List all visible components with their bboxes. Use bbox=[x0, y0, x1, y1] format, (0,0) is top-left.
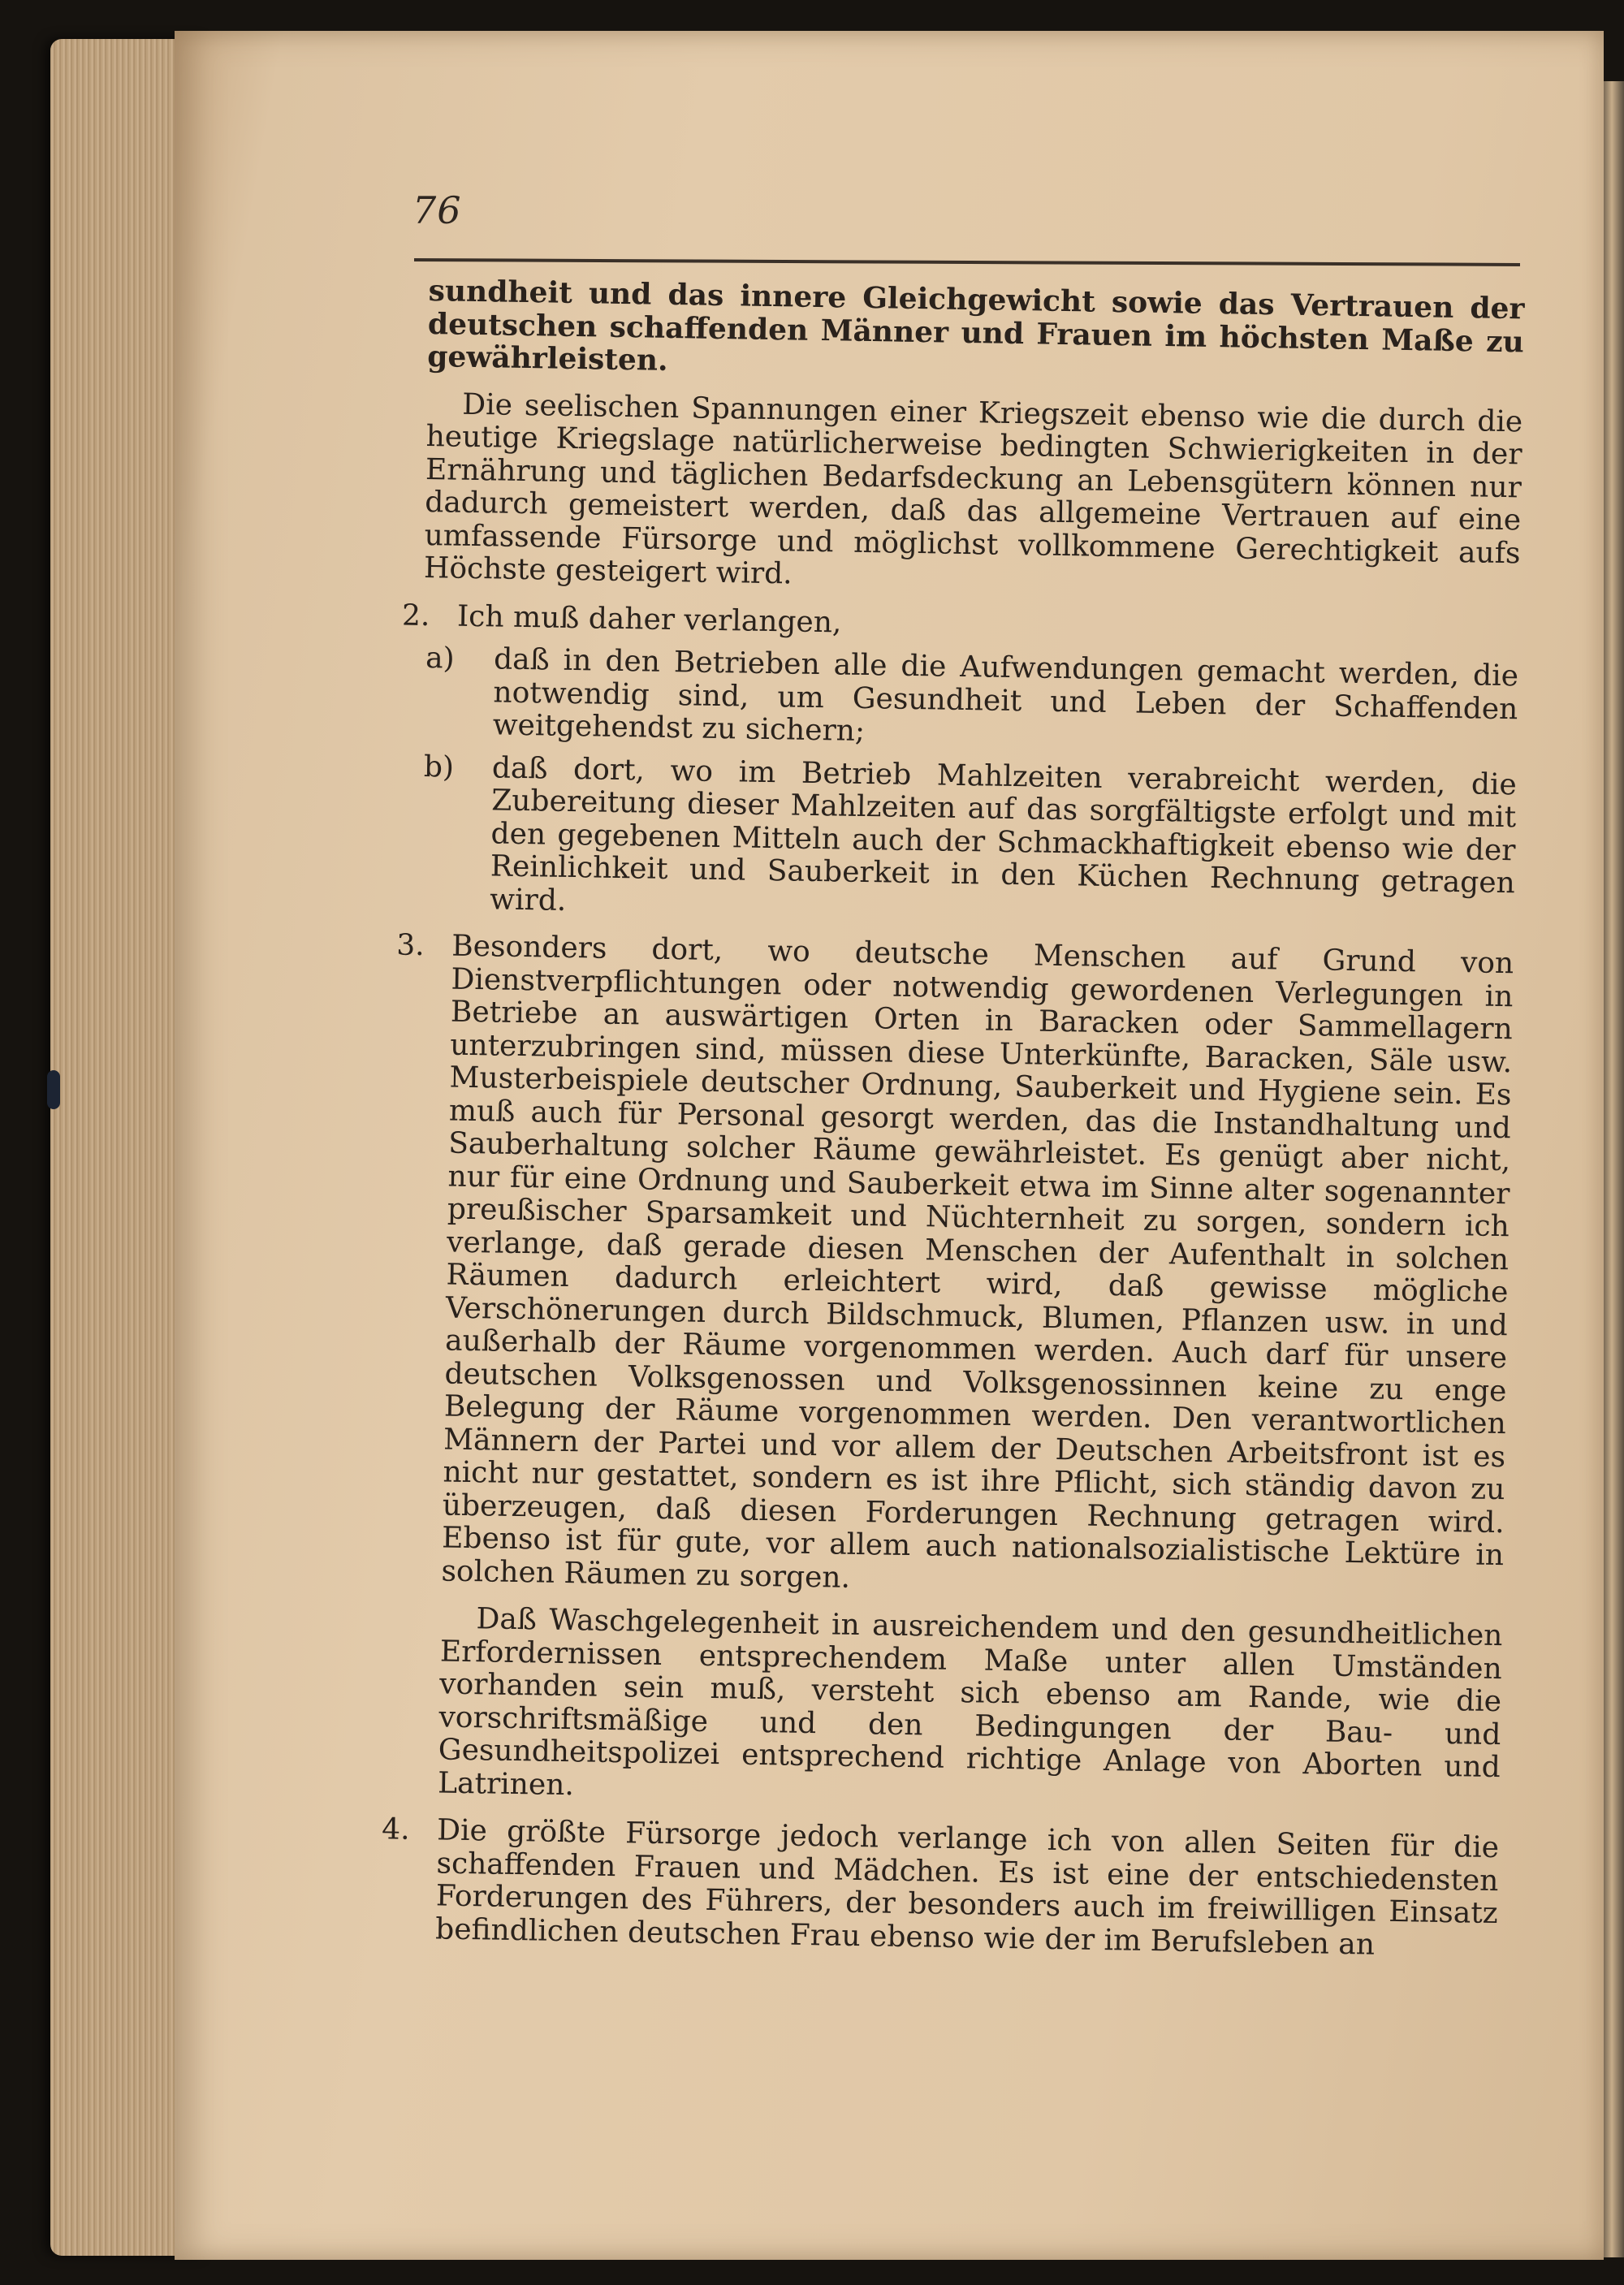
right-page-strip bbox=[1604, 81, 1624, 2257]
paragraph-1: sundheit und das innere Gleichgewicht sowie das Vertrauen der deutschen schaffenden Männer und Frauen im höchsten Maße zu gewährleisten. bbox=[426, 274, 1525, 378]
item-marker: 3. bbox=[395, 928, 425, 963]
item-marker: 4. bbox=[381, 1812, 410, 1847]
numbered-item-4 bbox=[381, 1812, 1500, 1963]
sub-item-marker: b) bbox=[423, 749, 455, 784]
item-text: Daß Waschgelegenheit in ausreichendem und den gesundheitlichen Erfordernissen entsprechendem Maße unter allen Umständen vorhanden sein muß, versteht sich ebenso am Rande, wie die vorschriftsmäßige und den Bedingungen der Bau- und Gesundheitspolizei entsprechend richtige Anlage von Aborten und Latrinen. bbox=[437, 1602, 1503, 1802]
sub-item-text: daß in den Betrieben alle die Aufwendungen gemacht werden, die notwendig sind, um Gesundheit und Leben der Schaffenden weitgehendst zu sichern; bbox=[492, 642, 1519, 748]
sub-item-marker: a) bbox=[425, 641, 456, 676]
item-text: Die größte Fürsorge jedoch verlange ich von allen Seiten für die schaffenden Frauen und Mädchen. Es ist eine der entschiedensten Forderungen des Führers, der besonders auch im freiwilligen Einsatz befindlichen deutschen Frau ebenso wie der im Berufsleben an bbox=[434, 1813, 1500, 1962]
sub-item-b bbox=[418, 750, 1517, 933]
sub-item-a bbox=[421, 642, 1518, 759]
sub-item-text: daß dort, wo im Betrieb Mahlzeiten verabreicht werden, die Zubereitung dieser Mahlzeiten auf das sorgfältigste erfolgt und mit den gegebenen Mitteln auch der Schmackhaftigkeit ebenso wie der Reinlichkeit und Sauberkeit in den Küchen Rechnung getragen wird. bbox=[489, 750, 1518, 918]
paragraph-2: Die seelischen Spannungen einer Kriegszeit ebenso wie die durch die heutige Kriegslage natürlicherweise bedingten Schwierigkeiten in der Ernährung und täglichen Bedarfsdeckung an Lebensgütern können nur dadurch gemeistert werden, daß das allgemeine Vertrauen auf eine umfassende Fürsorge und möglichst vollkommene Gerechtigkeit aufs Höchste gesteigert wird. bbox=[423, 387, 1523, 591]
body-text bbox=[381, 274, 1525, 1968]
binding-mark bbox=[47, 1070, 60, 1109]
numbered-item-3 bbox=[395, 928, 1514, 1605]
item-marker: 2. bbox=[401, 598, 430, 633]
item-text: Ich muß daher verlangen, bbox=[456, 599, 842, 639]
item-text: Besonders dort, wo deutsche Menschen auf Grund von Dienstverpflichtungen oder notwendig gewordenen Verlegungen in Betriebe an auswärtigen Orten in Baracken oder Sammellagern unterzubringen sind, müssen diese Unterkünfte, Baracken, Säle usw. Musterbeispiele deutscher Ordnung, Sauberkeit und Hygiene sein. Es muß auch für Personal gesorgt werden, das die Instandhaltung und Sauberhaltung solcher Räume gewährleistet. Es genügt aber nicht, nur für eine Ordnung und Sauberkeit etwa im Sinne alter sogenannter preußischer Sparsamkeit und Nüchternheit zu sorgen, sondern ich verlange, daß gerade diesen Menschen der Aufenthalt in solchen Räumen dadurch erleichtert wird, daß gewisse mögliche Verschönerungen durch Bildschmuck, Blumen, Pflanzen usw. in und außerhalb der Räume vorgenommen werden. Auch darf für unsere deutschen Volksgenossen und Volksgenossinnen keine zu enge Belegung der Räume vorgenommen werden. Den verantwortlichen Männern der Partei und vor allem der Deutschen Arbeitsfront ist es nicht nur gestattet, sondern es ist ihre Pflicht, sich ständig davon zu überzeugen, daß diesen Forderungen Rechnung getragen wird. Ebenso ist für gute, vor allem auch nationalsozialistische Lektüre in solchen Räumen zu sorgen. bbox=[441, 929, 1514, 1595]
numbered-item-2 bbox=[401, 598, 1519, 650]
page-number: 76 bbox=[412, 188, 462, 232]
paragraph-3b bbox=[404, 1602, 1503, 1817]
